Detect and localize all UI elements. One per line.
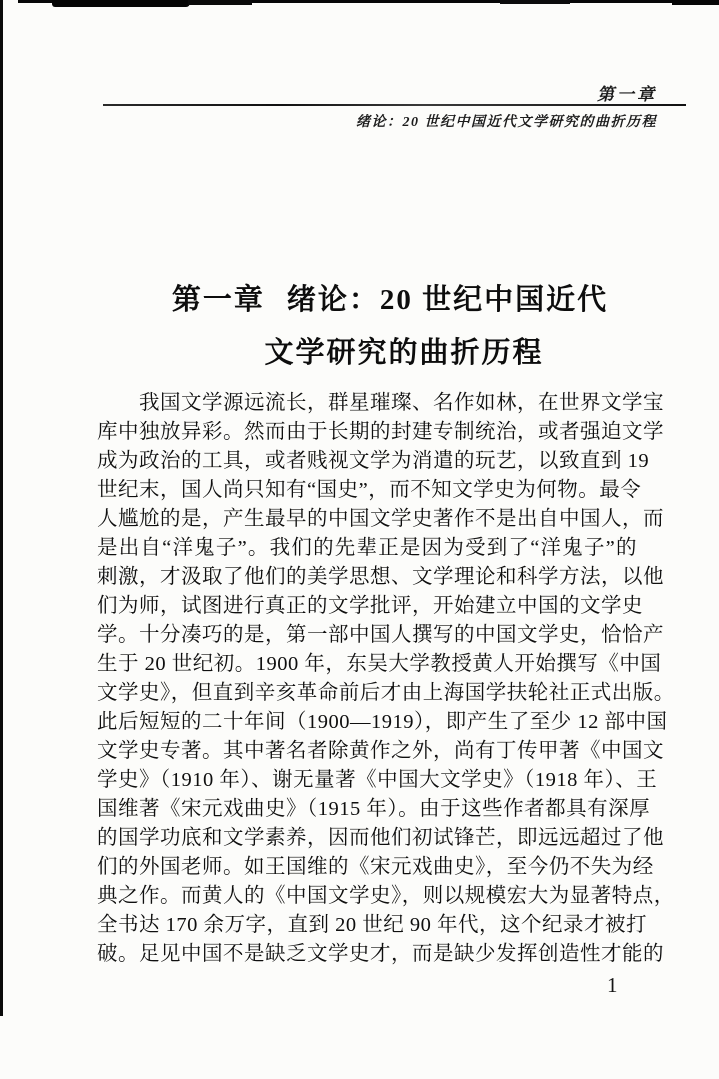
body-text-line: 国维著《宋元戏曲史》（1915 年）。由于这些作者都具有深厚 <box>97 798 651 820</box>
body-paragraph <box>97 389 675 969</box>
page-number: 1 <box>607 973 618 997</box>
running-header-title: 绪论：20 世纪中国近代文学研究的曲折历程 <box>356 115 657 130</box>
body-text-line: 刺激，才汲取了他们的美学思想、文学理论和科学方法，以他 <box>97 566 664 588</box>
body-text-line: 文学史专著。其中著名者除黄作之外，尚有丁传甲著《中国文 <box>97 740 664 762</box>
body-text-line: 学史》（1910 年）、谢无量著《中国大文学史》（1918 年）、王 <box>97 769 658 791</box>
body-text-line: 的国学功底和文学素养，因而他们初试锋芒，即远远超过了他 <box>97 827 664 849</box>
body-text-line: 成为政治的工具，或者贱视文学为消遣的玩艺，以致直到 19 <box>97 450 650 472</box>
body-text-line: 典之作。而黄人的《中国文学史》，则以规模宏大为显著特点， <box>97 885 675 907</box>
body-text-line: 此后短短的二十年间（1900—1919），即产生了至少 12 部中国 <box>97 711 668 733</box>
body-text-line: 全书达 170 余万字，直到 20 世纪 90 年代，这个纪录才被打 <box>97 914 647 936</box>
scan-edge-top-blob <box>188 0 252 5</box>
body-text-line: 我国文学源远流长，群星璀璨、名作如林，在世界文学宝 <box>139 392 664 414</box>
body-text-line: 破。足见中国不是缺乏文学史才，而是缺少发挥创造性才能的 <box>97 943 664 965</box>
body-text-line: 世纪末，国人尚只知有“国史”，而不知文学史为何物。最令 <box>97 479 642 501</box>
chapter-title-number: 第一章 <box>171 284 265 316</box>
chapter-title-line1 <box>120 274 660 327</box>
body-text-line: 生于 20 世纪初。1900 年，东吴大学教授黄人开始撰写《中国 <box>97 653 662 675</box>
chapter-title-line2: 文学研究的曲折历程 <box>264 337 544 369</box>
scan-edge-top-blob <box>500 0 570 4</box>
chapter-title-text: 绪论：20 世纪中国近代 <box>286 284 609 316</box>
body-text-line: 是出自“洋鬼子”。我们的先辈正是因为受到了“洋鬼子”的 <box>97 537 637 559</box>
chapter-title <box>120 274 660 380</box>
body-text-line: 文学史》，但直到辛亥革命前后才由上海国学扶轮社正式出版。 <box>97 682 675 704</box>
body-text-line: 库中独放异彩。然而由于长期的封建专制统治，或者强迫文学 <box>97 421 664 443</box>
body-text-line: 人尴尬的是，产生最早的中国文学史著作不是出自中国人，而 <box>97 508 664 530</box>
body-text-line: 们的外国老师。如王国维的《宋元戏曲史》，至今仍不失为经 <box>97 856 654 878</box>
body-text-line: 们为师，试图进行真正的文学批评，开始建立中国的文学史 <box>97 595 643 617</box>
scan-edge-left <box>0 0 3 1016</box>
scan-edge-top-blob <box>672 0 719 5</box>
header-rule <box>103 104 686 106</box>
scan-edge-top-blob <box>52 0 190 7</box>
running-header-chapter: 第一章 <box>597 85 657 104</box>
body-text-line: 学。十分凑巧的是，第一部中国人撰写的中国文学史，恰恰产 <box>97 624 664 646</box>
